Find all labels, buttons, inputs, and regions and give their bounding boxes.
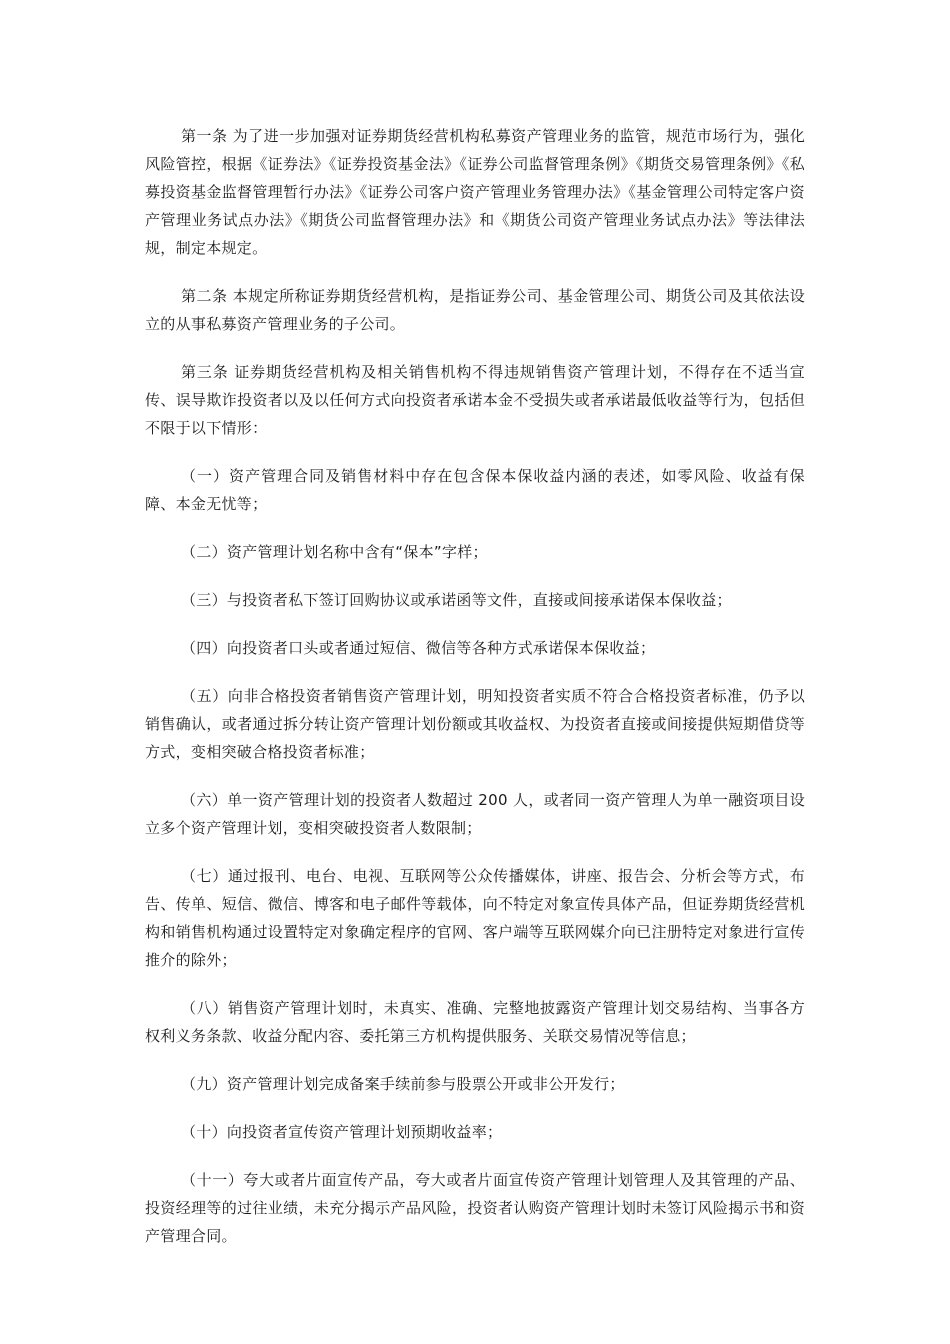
clause-2-paragraph: （二）资产管理计划名称中含有“保本”字样； [181,543,488,561]
article-2-paragraph: 第二条 本规定所称证券期货经营机构，是指证券公司、基金管理公司、期货公司及其依法设立的从事私募资产管理业务的子公司。 [145,287,805,333]
article-1-paragraph: 第一条 为了进一步加强对证券期货经营机构私募资产管理业务的监管，规范市场行为，强化风险管控，根据《证券法》《证券投资基金法》《证券公司监督管理条例》《期货交易管理条例》《私募投资基金监督管理暂行办法》《证券公司客户资产管理业务管理办法》《基金管理公司特定客户资产管理业务试点办法》《期货公司监督管理办法》和《期货公司资产管理业务试点办法》等法律法规，制定本规定。 [145,127,805,257]
clause-6-paragraph: （六）单一资产管理计划的投资者人数超过 200 人，或者同一资产管理人为单一融资项目设立多个资产管理计划，变相突破投资者人数限制； [145,791,805,837]
clause-3-paragraph: （三）与投资者私下签订回购协议或承诺函等文件，直接或间接承诺保本保收益； [181,591,732,609]
clause-7-paragraph: （七）通过报刊、电台、电视、互联网等公众传播媒体，讲座、报告会、分析会等方式，布告、传单、短信、微信、博客和电子邮件等载体，向不特定对象宣传具体产品，但证券期货经营机构和销售机构通过设置特定对象确定程序的官网、客户端等互联网媒介向已注册特定对象进行宣传推介的除外； [145,867,805,969]
clause-5-paragraph: （五）向非合格投资者销售资产管理计划，明知投资者实质不符合合格投资者标准，仍予以销售确认，或者通过拆分转让资产管理计划份额或其收益权、为投资者直接或间接提供短期借贷等方式，变相突破合格投资者标准； [145,687,805,761]
clause-4-paragraph: （四）向投资者口头或者通过短信、微信等各种方式承诺保本保收益； [181,639,656,657]
article-3-paragraph: 第三条 证券期货经营机构及相关销售机构不得违规销售资产管理计划，不得存在不适当宣传、误导欺诈投资者以及以任何方式向投资者承诺本金不受损失或者承诺最低收益等行为，包括但不限于以下情形： [145,363,805,437]
clause-10-paragraph: （十）向投资者宣传资产管理计划预期收益率； [181,1123,503,1141]
clause-9-paragraph: （九）资产管理计划完成备案手续前参与股票公开或非公开发行； [181,1075,625,1093]
clause-1-paragraph: （一）资产管理合同及销售材料中存在包含保本保收益内涵的表述，如零风险、收益有保障、本金无忧等； [145,467,805,513]
clause-11-paragraph: （十一）夸大或者片面宣传产品，夸大或者片面宣传资产管理计划管理人及其管理的产品、投资经理等的过往业绩，未充分揭示产品风险，投资者认购资产管理计划时未签订风险揭示书和资产管理合同。 [145,1171,805,1245]
document-page [145,122,805,1270]
clause-8-paragraph: （八）销售资产管理计划时，未真实、准确、完整地披露资产管理计划交易结构、当事各方权利义务条款、收益分配内容、委托第三方机构提供服务、关联交易情况等信息； [145,999,805,1045]
